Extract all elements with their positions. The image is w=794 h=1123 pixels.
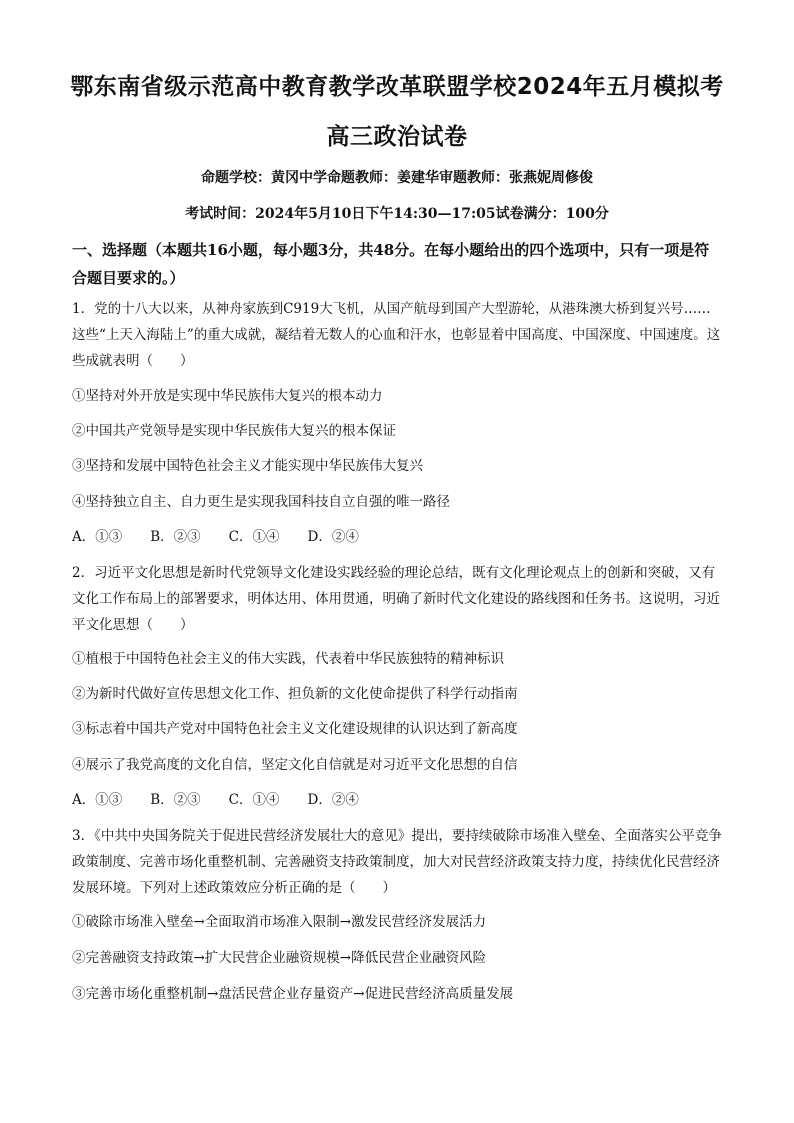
authors-line: 命题学校：黄冈中学命题教师：姜建华审题教师：张燕妮周修俊 (201, 170, 593, 186)
exam-info-line: 考试时间：2024年5月10日下午14:30—17:05试卷满分：100分 (185, 206, 609, 222)
section-heading: 一、选择题（本题共16小题，每小题3分，共48分。在每小题给出的四个选项中，只有一项是符合题目要求的。） (72, 241, 710, 287)
q1-choice-b: B．②③ (150, 529, 201, 545)
q1-option-1: ①坚持对外开放是实现中华民族伟大复兴的根本动力 (72, 388, 383, 404)
q3-option-3: ③完善市场化重整机制→盘活民营企业存量资产→促进民营经济高质量发展 (72, 986, 514, 1002)
q2-option-1: ①植根于中国特色社会主义的伟大实践，代表着中华民族独特的精神标识 (72, 651, 504, 667)
q2-choice-c: C．①④ (228, 792, 280, 808)
q1-choice-a: A．①③ (72, 529, 123, 545)
q3-option-2: ②完善融资支持政策→扩大民营企业融资规模→降低民营企业融资风险 (72, 950, 487, 966)
q1-option-4: ④坚持独立自主、自力更生是实现我国科技自立自强的唯一路径 (72, 494, 450, 510)
q3-stem: 3．《中共中央国务院关于促进民营经济发展壮大的意见》提出，要持续破除市场准入壁垒、全面落实公平竞争政策制度、完善市场化重整机制、完善融资支持政策制度，加大对民营经济政策支持力度，持续优化民营经济发展环境。下列对上述政策效应分析正确的是（ ） (72, 828, 722, 896)
q2-stem: 2．习近平文化思想是新时代党领导文化建设实践经验的理论总结，既有文化理论观点上的创新和突破，又有文化工作布局上的部署要求，明体达用、体用贯通，明确了新时代文化建设的路线图和任务书。这说明，习近平文化思想（ ） (72, 565, 720, 633)
q2-choice-b: B．②③ (150, 792, 201, 808)
q1-option-2: ②中国共产党领导是实现中华民族伟大复兴的根本保证 (72, 423, 396, 439)
exam-subtitle: 高三政治试卷 (326, 124, 468, 150)
q2-option-4: ④展示了我党高度的文化自信，坚定文化自信就是对习近平文化思想的自信 (72, 757, 518, 773)
q2-option-3: ③标志着中国共产党对中国特色社会主义文化建设规律的认识达到了新高度 (72, 721, 518, 737)
q2-choice-d: D．②④ (307, 792, 359, 808)
q2-option-2: ②为新时代做好宣传思想文化工作、担负新的文化使命提供了科学行动指南 (72, 686, 518, 702)
exam-title: 鄂东南省级示范高中教育教学改革联盟学校2024年五月模拟考 (70, 74, 724, 100)
q1-option-3: ③坚持和发展中国特色社会主义才能实现中华民族伟大复兴 (72, 458, 423, 474)
q1-choice-c: C．①④ (228, 529, 280, 545)
q2-choice-a: A．①③ (72, 792, 123, 808)
q1-choices (72, 526, 387, 548)
q1-choice-d: D．②④ (307, 529, 359, 545)
q2-choices (72, 789, 387, 811)
q3-option-1: ①破除市场准入壁垒→全面取消市场准入限制→激发民营经济发展活力 (72, 914, 487, 930)
q1-stem: 1．党的十八大以来，从神舟家族到C919大飞机，从国产航母到国产大型游轮，从港珠澳大桥到复兴号……这些“上天入海陆上”的重大成就，凝结着无数人的心血和汗水，也彰显着中国高度、中国深度、中国速度。这些成就表明（ ） (72, 301, 721, 369)
